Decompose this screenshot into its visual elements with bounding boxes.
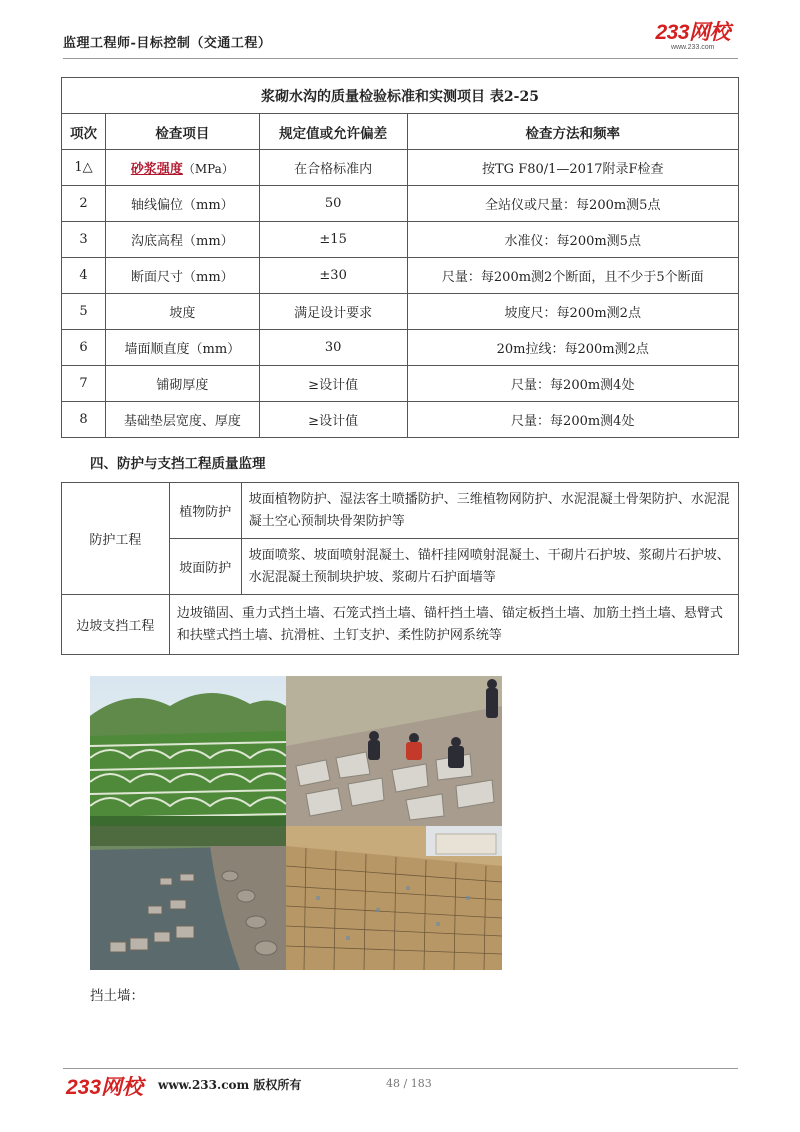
table-row xyxy=(62,595,739,655)
row-item: 坡度 xyxy=(105,294,259,330)
quality-standard-table xyxy=(61,77,739,438)
mesh-wall-photo xyxy=(286,826,502,970)
row-number: 2 xyxy=(62,186,106,222)
row-value: 满足设计要求 xyxy=(259,294,407,330)
table-row xyxy=(62,258,739,294)
row-number: 8 xyxy=(62,402,106,438)
row-number: 1△ xyxy=(62,150,106,186)
description-cell: 坡面植物防护、湿法客土喷播防护、三维植物网防护、水泥混凝土骨架防护、水泥混凝土空心预制块骨架防护等 xyxy=(241,483,738,539)
row-method: 按TG F80/1—2017附录F检查 xyxy=(407,150,738,186)
footer-divider xyxy=(63,1068,738,1069)
row-value: ≥设计值 xyxy=(259,366,407,402)
table-row xyxy=(62,222,739,258)
workers-slope-photo xyxy=(286,676,502,826)
mortar-strength-link[interactable]: 砂浆强度 xyxy=(130,162,183,177)
header-cell: 项次 xyxy=(62,114,106,150)
subtype-cell: 坡面防护 xyxy=(169,539,241,595)
page-number: 48 / 183 xyxy=(386,1077,432,1090)
header-cell: 检查方法和频率 xyxy=(407,114,738,150)
row-number: 7 xyxy=(62,366,106,402)
row-item: 基础垫层宽度、厚度 xyxy=(105,402,259,438)
photo-collage xyxy=(90,676,502,970)
row-value: ±30 xyxy=(259,258,407,294)
row-number: 4 xyxy=(62,258,106,294)
table-row xyxy=(62,186,739,222)
row-number: 3 xyxy=(62,222,106,258)
row-method: 坡度尺：每200m测2点 xyxy=(407,294,738,330)
retaining-wall-label: 挡土墙： xyxy=(90,988,144,1004)
category-cell: 防护工程 xyxy=(62,483,170,595)
subtype-cell: 植物防护 xyxy=(169,483,241,539)
footer-logo[interactable]: 233网校 xyxy=(66,1076,144,1099)
row-value: 50 xyxy=(259,186,407,222)
river-stones-photo xyxy=(90,826,286,970)
row-value: ≥设计值 xyxy=(259,402,407,438)
row-item: 墙面顺直度（mm） xyxy=(105,330,259,366)
row-number: 6 xyxy=(62,330,106,366)
row-value: ±15 xyxy=(259,222,407,258)
table-row xyxy=(62,483,739,539)
row-method: 20m拉线：每200m测2点 xyxy=(407,330,738,366)
row-item: 铺砌厚度 xyxy=(105,366,259,402)
row-value: 30 xyxy=(259,330,407,366)
table-caption-row xyxy=(62,78,739,114)
row-item: 沟底高程（mm） xyxy=(105,222,259,258)
description-cell: 坡面喷浆、坡面喷射混凝土、锚杆挂网喷射混凝土、干砌片石护坡、浆砌片石护坡、水泥混凝土预制块护坡、浆砌片石护面墙等 xyxy=(241,539,738,595)
header-cell: 规定值或允许偏差 xyxy=(259,114,407,150)
table-row xyxy=(62,330,739,366)
header-cell: 检查项目 xyxy=(105,114,259,150)
table-row xyxy=(62,402,739,438)
row-method: 全站仪或尺量：每200m测5点 xyxy=(407,186,738,222)
table-header-row xyxy=(62,114,739,150)
footer-copyright[interactable]: www.233.com 版权所有 xyxy=(158,1078,302,1092)
table-row xyxy=(62,150,739,186)
logo-url: www.233.com xyxy=(670,44,715,51)
header-title: 监理工程师-目标控制（交通工程） xyxy=(63,36,272,51)
table-row xyxy=(62,294,739,330)
protection-classification-table xyxy=(61,482,739,655)
row-method: 水准仪：每200m测5点 xyxy=(407,222,738,258)
row-item: 断面尺寸（mm） xyxy=(105,258,259,294)
description-cell: 边坡锚固、重力式挡土墙、石笼式挡土墙、锚杆挡土墙、锚定板挡土墙、加筋土挡土墙、悬臂式和扶壁式挡土墙、抗滑桩、土钉支护、柔性防护网系统等 xyxy=(169,595,738,655)
table-caption: 浆砌水沟的质量检验标准和实测项目 表2-25 xyxy=(62,78,739,114)
row-method: 尺量：每200m测4处 xyxy=(407,366,738,402)
slope-vegetation-photo xyxy=(90,676,286,826)
page-header xyxy=(63,22,738,58)
category-cell: 边坡支挡工程 xyxy=(62,595,170,655)
brand-logo[interactable] xyxy=(655,22,730,52)
row-method: 尺量：每200m测2个断面，且不少于5个断面 xyxy=(407,258,738,294)
row-item xyxy=(105,150,259,186)
header-divider xyxy=(63,58,738,59)
logo-text: 233网校 xyxy=(655,21,730,44)
row-unit: （MPa） xyxy=(182,162,234,176)
table-row xyxy=(62,366,739,402)
row-number: 5 xyxy=(62,294,106,330)
row-item: 轴线偏位（mm） xyxy=(105,186,259,222)
row-method: 尺量：每200m测4处 xyxy=(407,402,738,438)
section-heading: 四、防护与支挡工程质量监理 xyxy=(90,456,266,472)
row-value: 在合格标准内 xyxy=(259,150,407,186)
